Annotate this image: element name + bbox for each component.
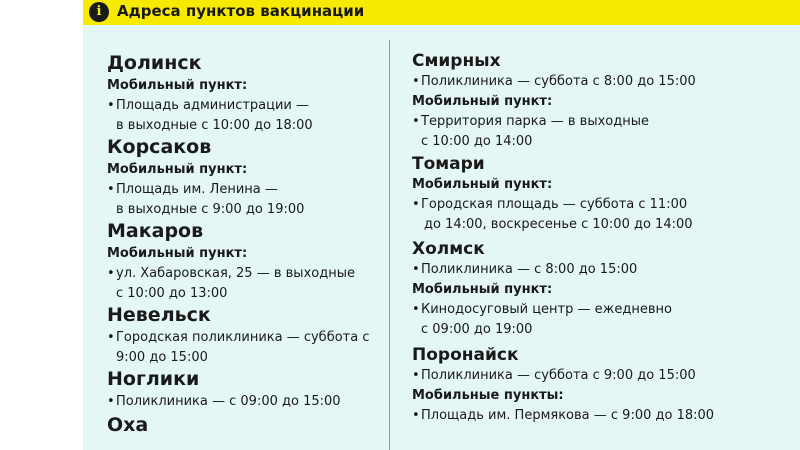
info-icon: i — [89, 2, 109, 22]
city-block-nevelsk — [107, 304, 407, 368]
address-line: •Городская площадь — суббота с 11:00 — [412, 197, 688, 212]
address-line: •Площадь им. Пермякова — с 9:00 до 18:00 — [412, 408, 715, 423]
city-name-partial: Оха — [107, 414, 149, 436]
mobile-point-label: Мобильный пункт: — [107, 78, 248, 93]
city-name: Макаров — [107, 220, 204, 242]
city-name: Долинск — [107, 52, 202, 74]
address-line-cont: с 10:00 до 14:00 — [421, 134, 533, 149]
city-block-nogliki — [107, 368, 407, 412]
city-name: Невельск — [107, 304, 211, 326]
address-line: •Поликлиника — суббота с 9:00 до 15:00 — [412, 368, 696, 383]
left-column — [107, 52, 407, 438]
city-block-kholmsk — [412, 238, 712, 340]
address-line: •Территория парка — в выходные — [412, 114, 649, 129]
address-line: •Поликлиника — с 8:00 до 15:00 — [412, 262, 638, 277]
city-block-poronaysk — [412, 344, 715, 426]
city-block-makarov — [107, 220, 407, 304]
address-line: •ул. Хабаровская, 25 — в выходные — [107, 266, 355, 281]
section-header — [83, 0, 800, 25]
address-line: •Городская поликлиника — суббота с — [107, 330, 370, 345]
city-block-korsakov — [107, 136, 407, 220]
city-block-smirnykh — [412, 50, 712, 152]
right-column — [412, 50, 715, 426]
address-line: •Кинодосуговый центр — ежедневно — [412, 302, 672, 317]
mobile-point-label: Мобильный пункт: — [412, 282, 553, 297]
mobile-point-label: Мобильный пункт: — [412, 94, 553, 109]
address-line: •Площадь администрации — — [107, 98, 310, 113]
address-line: •Поликлиника — с 09:00 до 15:00 — [107, 394, 341, 409]
section-title: Адреса пунктов вакцинации — [117, 2, 365, 20]
address-line-cont: с 09:00 до 19:00 — [421, 322, 533, 337]
address-line-cont: 9:00 до 15:00 — [116, 350, 208, 365]
city-name: Смирных — [412, 51, 501, 71]
mobile-point-label: Мобильный пункт: — [107, 162, 248, 177]
city-name: Холмск — [412, 239, 485, 259]
mobile-points-label: Мобильные пункты: — [412, 388, 564, 403]
address-line-cont: в выходные с 10:00 до 18:00 — [116, 118, 313, 133]
mobile-point-label: Мобильный пункт: — [107, 246, 248, 261]
address-line: •Площадь им. Ленина — — [107, 182, 278, 197]
city-name: Ноглики — [107, 368, 200, 390]
address-line-cont: с 10:00 до 13:00 — [116, 286, 228, 301]
city-name: Поронайск — [412, 345, 519, 365]
address-line-cont: в выходные с 9:00 до 19:00 — [116, 202, 305, 217]
address-line-cont: до 14:00, воскресенье с 10:00 до 14:00 — [424, 217, 693, 232]
city-name: Корсаков — [107, 136, 212, 158]
city-block-tomari — [412, 153, 712, 235]
city-block-dolinsk — [107, 52, 407, 136]
mobile-point-label: Мобильный пункт: — [412, 177, 553, 192]
address-line: •Поликлиника — суббота с 8:00 до 15:00 — [412, 74, 696, 89]
city-name: Томари — [412, 154, 485, 174]
